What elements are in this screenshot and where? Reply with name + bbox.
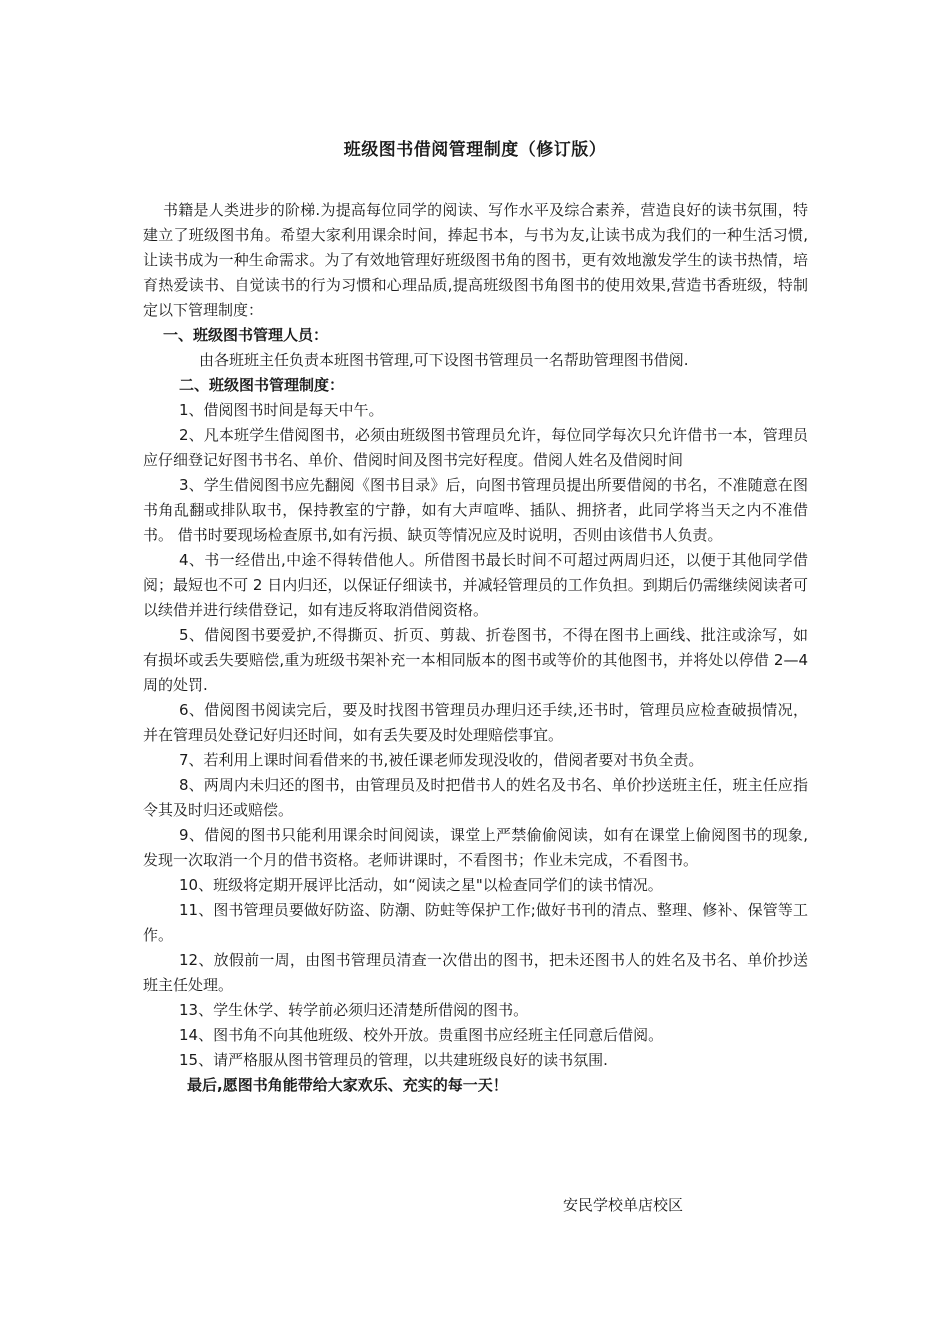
intro-paragraph: 书籍是人类进步的阶梯.为提高每位同学的阅读、写作水平及综合素养，营造良好的读书氛围，特建立了班级图书角。希望大家利用课余时间，捧起书本，与书为友,让读书成为我们的一种生活习惯,让读书成为一种生命需求。为了有效地管理好班级图书角的图书，更有效地激发学生的读书热情，培育热爱读书、自觉读书的行为习惯和心理品质,提高班级图书角图书的使用效果,营造书香班级，特制定以下管理制度： [143, 201, 808, 319]
section1-heading: 一、班级图书管理人员： [163, 326, 329, 344]
rule-item: 12、放假前一周，由图书管理员清查一次借出的图书，把未还图书人的姓名及书名、单价抄送班主任处理。 [143, 951, 808, 994]
rule-item: 14、图书角不向其他班级、校外开放。贵重图书应经班主任同意后借阅。 [179, 1026, 664, 1044]
rule-item: 10、班级将定期开展评比活动，如“阅读之星"以检查同学们的读书情况。 [179, 876, 663, 894]
document-title: 班级图书借阅管理制度（修订版） [343, 140, 607, 160]
rule-item: 7、若利用上课时间看借来的书,被任课老师发现没收的，借阅者要对书负全责。 [179, 751, 704, 769]
rule-item: 4、书一经借出,中途不得转借他人。所借图书最长时间不可超过两周归还，以便于其他同学借阅；最短也不可 2 日内归还，以保证仔细读书，并减轻管理员的工作负担。到期后仍需继续阅读者可以续借并进行续借登记，如有违反将取消借阅资格。 [143, 551, 808, 619]
rule-item: 11、图书管理员要做好防盗、防潮、防蛀等保护工作;做好书刊的清点、整理、修补、保管等工作。 [143, 901, 808, 944]
rule-item: 1、借阅图书时间是每天中午。 [179, 401, 384, 419]
document-body [143, 198, 808, 1098]
section1-text: 由各班班主任负责本班图书管理,可下设图书管理员一名帮助管理图书借阅. [199, 351, 689, 369]
rule-item: 5、借阅图书要爱护,不得撕页、折页、剪裁、折卷图书，不得在图书上画线、批注或涂写，如有损坏或丢失要赔偿,重为班级书架补充一本相同版本的图书或等价的其他图书，并将处以停借 2—4 周的处罚. [143, 626, 808, 694]
rule-item: 6、借阅图书阅读完后，要及时找图书管理员办理归还手续,还书时，管理员应检查破损情况，并在管理员处登记好归还时间，如有丢失要及时处理赔偿事宜。 [143, 701, 808, 744]
rule-item: 9、借阅的图书只能利用课余时间阅读，课堂上严禁偷偷阅读，如有在课堂上偷阅图书的现象,发现一次取消一个月的借书资格。老师讲课时，不看图书；作业未完成，不看图书。 [143, 826, 808, 869]
rule-item: 2、凡本班学生借阅图书，必须由班级图书管理员允许，每位同学每次只允许借书一本，管理员应仔细登记好图书书名、单价、借阅时间及图书完好程度。借阅人姓名及借阅时间 [143, 426, 808, 469]
closing-line: 最后,愿图书角能带给大家欢乐、充实的每一天！ [187, 1076, 508, 1094]
signature: 安民学校单店校区 [563, 1196, 684, 1214]
rule-item: 13、学生休学、转学前必须归还清楚所借阅的图书。 [179, 1001, 529, 1019]
rule-item: 15、请严格服从图书管理员的管理，以共建班级良好的读书氛围. [179, 1051, 608, 1069]
rule-item: 8、两周内未归还的图书，由管理员及时把借书人的姓名及书名、单价抄送班主任，班主任应指令其及时归还或赔偿。 [143, 776, 808, 819]
section2-heading: 二、班级图书管理制度： [179, 376, 345, 394]
rule-item: 3、学生借阅图书应先翻阅《图书目录》后，向图书管理员提出所要借阅的书名，不准随意在图书角乱翻或排队取书，保持教室的宁静，如有大声喧哗、插队、拥挤者，此同学将当天之内不准借书。 借书时要现场检查原书,如有污损、缺页等情况应及时说明，否则由该借书人负责。 [143, 476, 808, 544]
